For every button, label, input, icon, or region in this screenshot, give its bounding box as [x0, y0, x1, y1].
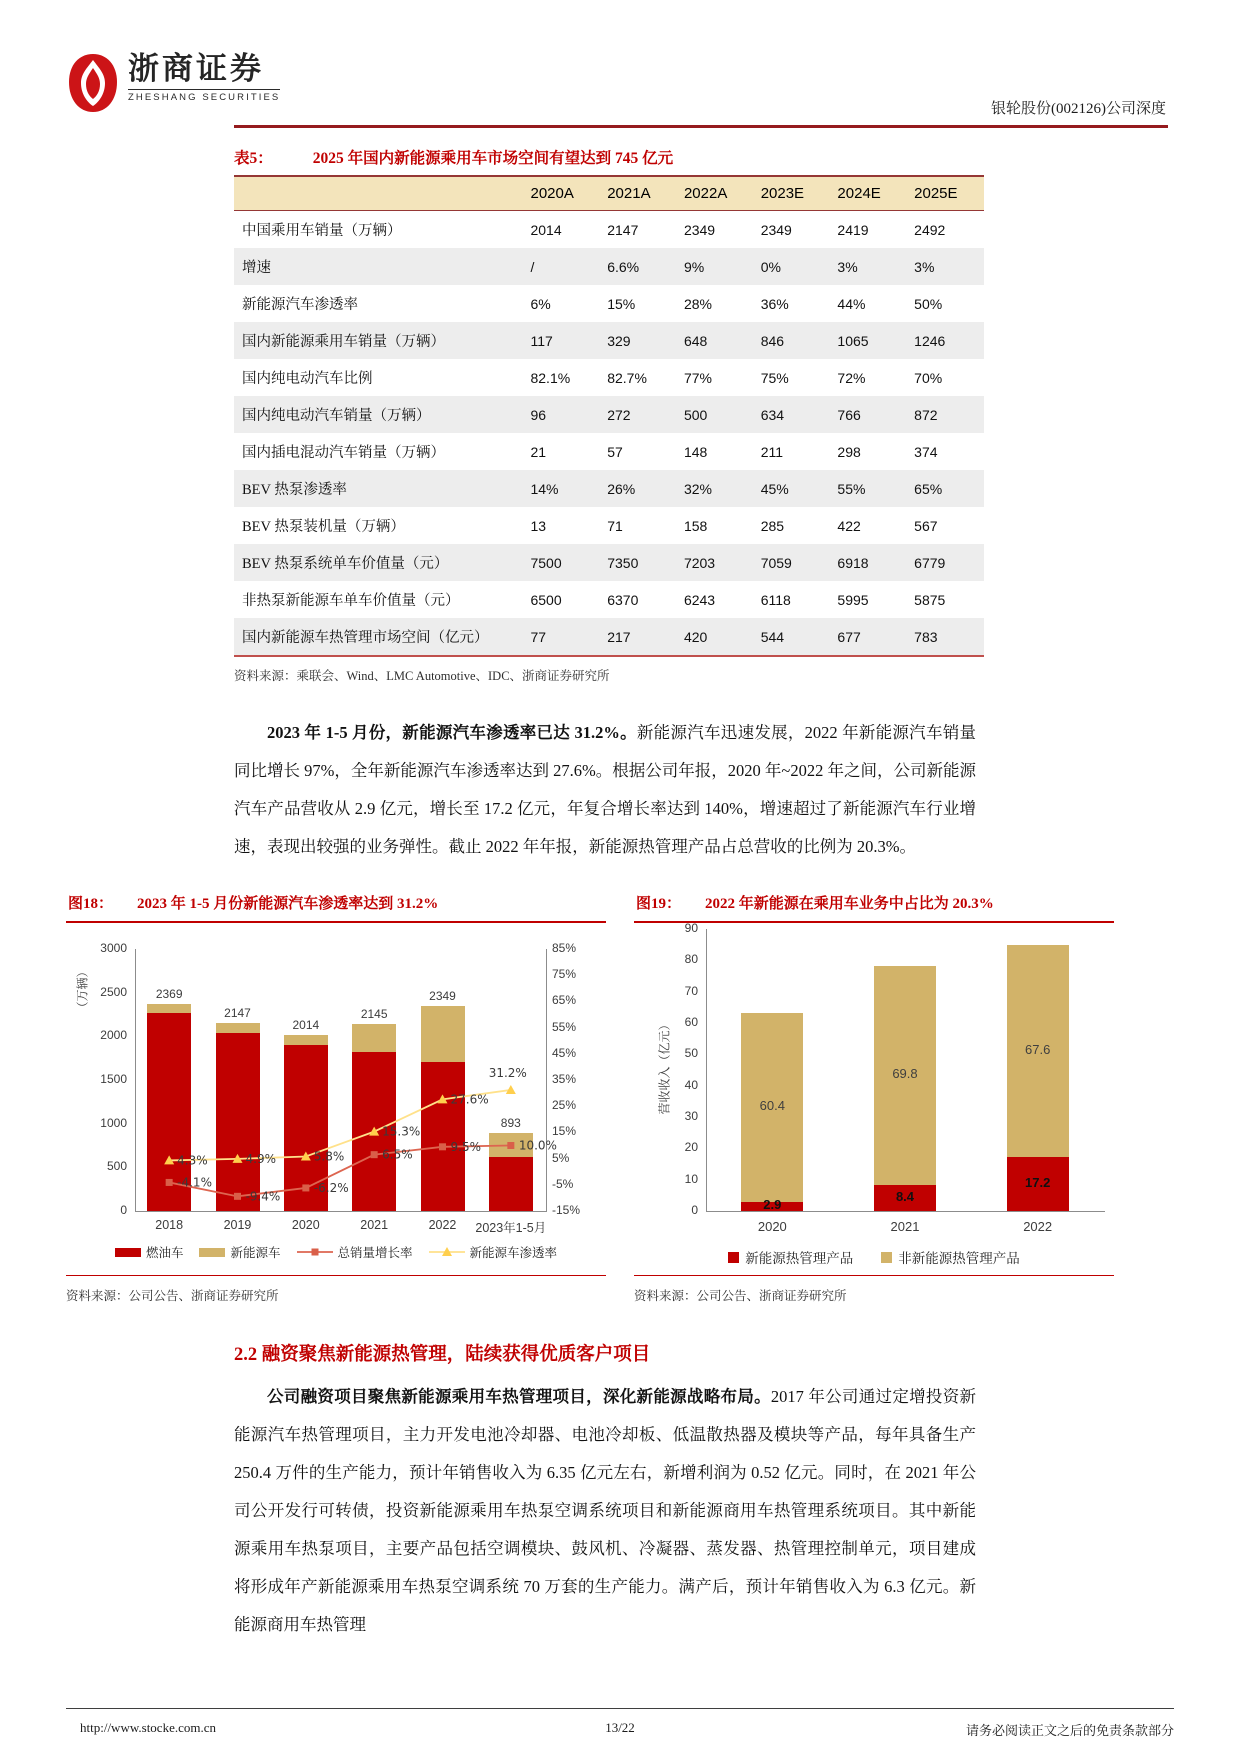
header-rule	[234, 125, 1168, 128]
footer-page-number: 13/22	[605, 1720, 635, 1735]
figure19	[634, 892, 1114, 1304]
figure18-title-prefix: 图18：	[68, 896, 114, 912]
row-value-cell: 846	[760, 332, 785, 349]
row-value-cell: 7350	[607, 554, 639, 571]
legend-item	[115, 1243, 184, 1261]
right-axis-tick: 75%	[552, 967, 577, 982]
line-point-label: 5.8%	[313, 1149, 345, 1164]
paragraph1-lead: 2023 年 1-5 月份，新能源汽车渗透率已达 31.2%。	[267, 723, 637, 742]
row-value-cell: 9%	[683, 258, 705, 275]
table-row	[234, 248, 984, 285]
right-axis-tick: 65%	[552, 993, 577, 1008]
left-axis-tick: 50	[684, 1046, 698, 1061]
row-value-cell: 82.1%	[530, 369, 571, 386]
x-axis-label: 2022	[1023, 1219, 1053, 1234]
row-label-cell: BEV 热泵渗透率	[242, 482, 347, 498]
row-value-cell: 298	[837, 443, 861, 460]
table5-title	[234, 146, 984, 168]
row-value-cell: 272	[607, 406, 631, 423]
right-axis-tick: 85%	[552, 941, 577, 955]
row-value-cell: 21	[530, 443, 547, 460]
legend-label: 新能源车	[230, 1246, 281, 1260]
x-axis-label: 2020	[757, 1219, 787, 1234]
square-marker-icon	[507, 1142, 514, 1149]
legend-bar-swatch	[115, 1248, 141, 1257]
row-value-cell: 70%	[914, 369, 943, 386]
left-axis-tick: 10	[684, 1171, 698, 1186]
x-axis-label: 2021	[360, 1218, 389, 1232]
line-point-label: 9.5%	[450, 1139, 481, 1154]
row-value-cell: 374	[914, 443, 938, 460]
table5-source: 资料来源：乘联会、Wind、LMC Automotive、IDC、浙商证券研究所	[234, 669, 610, 683]
table-head	[234, 176, 984, 211]
line-point-label: 27.6%	[450, 1092, 489, 1107]
legend-item	[199, 1243, 280, 1261]
legend-line-swatch	[429, 1247, 465, 1257]
table-row	[234, 211, 984, 249]
right-axis-tick: 35%	[552, 1072, 577, 1086]
figure18-source: 资料来源：公司公告、浙商证券研究所	[66, 1289, 279, 1303]
zheshang-logo	[66, 52, 280, 114]
right-axis-tick: 45%	[552, 1045, 577, 1060]
red-segment-label: 8.4	[895, 1188, 915, 1204]
legend-square-swatch	[881, 1252, 892, 1263]
row-label-cell: 增速	[242, 260, 271, 276]
legend-label: 新能源热管理产品	[745, 1251, 854, 1266]
left-axis-tick: 500	[106, 1159, 127, 1174]
legend-label: 总销量增长率	[337, 1246, 413, 1260]
row-value-cell: 6918	[837, 554, 869, 571]
row-value-cell: 217	[607, 628, 631, 645]
legend-label: 燃油车	[145, 1246, 184, 1260]
row-value-cell: 500	[683, 406, 708, 423]
line-point-label: 31.2%	[488, 1065, 527, 1080]
row-value-cell: /	[530, 258, 535, 275]
legend-item	[728, 1247, 853, 1267]
table5-title-text: 2025 年国内新能源乘用车市场空间有望达到 745 亿元	[312, 150, 674, 167]
legend-line-swatch	[297, 1247, 333, 1257]
table-body	[234, 211, 984, 657]
right-axis-tick: 15%	[552, 1124, 577, 1139]
line-point-label: 6.5%	[382, 1147, 413, 1162]
row-value-cell: 3%	[837, 258, 858, 275]
row-value-cell: 634	[760, 406, 785, 423]
row-value-cell: 422	[837, 517, 861, 534]
row-value-cell: 50%	[914, 295, 943, 312]
left-axis-tick: 2500	[100, 984, 127, 999]
row-value-cell: 329	[607, 332, 631, 349]
row-value-cell: 75%	[760, 369, 789, 386]
row-value-cell: 57	[607, 443, 623, 460]
table-header-cell: 2025E	[904, 176, 984, 211]
left-axis-tick: 3000	[100, 941, 127, 955]
row-value-cell: 0%	[760, 258, 781, 275]
row-value-cell: 158	[683, 517, 708, 534]
right-axis-tick: 5%	[552, 1150, 570, 1165]
figure19-title	[634, 892, 1114, 921]
row-value-cell: 6.6%	[607, 258, 640, 275]
triangle-marker-icon	[506, 1085, 516, 1094]
row-value-cell: 148	[683, 443, 708, 460]
row-value-cell: 3%	[914, 258, 935, 275]
bar-total-label: 2147	[224, 1006, 251, 1021]
figure18-title	[66, 892, 606, 921]
row-value-cell: 28%	[683, 295, 712, 312]
line-point-label: -6.2%	[313, 1180, 349, 1195]
row-value-cell: 7203	[683, 554, 716, 571]
revenue-mix-chart	[634, 923, 1114, 1275]
footer-disclaimer: 请务必阅读正文之后的免责条款部分	[965, 1723, 1174, 1738]
figure19-source: 资料来源：公司公告、浙商证券研究所	[634, 1289, 847, 1303]
table-row	[234, 322, 984, 359]
table-header-cell: 2022A	[674, 176, 751, 211]
row-value-cell: 55%	[837, 480, 866, 497]
logo-en-text: ZHESHANG SECURITIES	[128, 89, 280, 103]
paragraph2-rest: 2017 年公司通过定增投资新能源汽车热管理项目，主力开发电池冷却器、电池冷却板、低温散热器及模块等产品，每年具备生产 250.4 万件的生产能力，预计年销售收入为 6.35 亿元左右，新增利润为 0.52 亿元。同时，在 2021 年公司公开发行可转债，投资新能源乘用车热泵空调系统项目和新能源商用车热管理系统项目。其中新能源乘用车热泵项目，主要产品包括空调模块、鼓风机、冷凝器、蒸发器、热管理控制单元，项目建成将形成年产新能源乘用车热泵空调系统 70 万套的生产能力。满产后，预计年销售收入为 6.3 亿元。新能源商用车热管理	[234, 1387, 976, 1634]
row-label-cell: BEV 热泵装机量（万辆）	[242, 519, 405, 535]
figure19-title-prefix: 图19：	[636, 896, 682, 912]
row-label-cell: BEV 热泵系统单车价值量（元）	[242, 556, 449, 572]
line-point-label: 4.3%	[177, 1153, 208, 1168]
row-value-cell: 5875	[914, 591, 946, 608]
row-value-cell: 71	[607, 517, 623, 534]
row-value-cell: 6500	[530, 591, 562, 608]
bar-total-label: 2145	[360, 1006, 388, 1021]
x-axis-label: 2019	[223, 1218, 252, 1232]
line-point-label: 4.9%	[245, 1151, 276, 1166]
x-axis-label: 2023年1-5月	[475, 1221, 547, 1235]
y-axis-title: （万辆）	[75, 965, 90, 1014]
table-header-empty-cell	[234, 176, 520, 211]
row-value-cell: 45%	[760, 480, 789, 497]
table-row	[234, 285, 984, 322]
row-value-cell: 211	[760, 443, 784, 460]
table-header-cell: 2023E	[751, 176, 828, 211]
left-axis-tick: 70	[684, 983, 698, 998]
paragraph1-rest: 新能源汽车迅速发展，2022 年新能源汽车销量同比增长 97%，全年新能源汽车渗透率达到 27.6%。根据公司年报，2020 年~2022 年之间，公司新能源汽车产品营收从 2.9 亿元，增长至 17.2 亿元，年复合增长率达到 140%，增速超过了新能源汽车行业增速，表现出较强的业务弹性。截止 2022 年年报，新能源热管理产品占总营收的比例为 20.3%。	[234, 723, 977, 856]
row-value-cell: 77	[530, 628, 547, 645]
nev-penetration-chart	[66, 923, 606, 1275]
left-axis-tick: 20	[684, 1140, 698, 1155]
row-value-cell: 677	[837, 628, 861, 645]
page-footer	[66, 1708, 1174, 1738]
row-value-cell: 65%	[914, 480, 943, 497]
figure18-legend	[66, 1243, 606, 1261]
row-value-cell: 36%	[760, 295, 789, 312]
row-value-cell: 2419	[837, 221, 869, 238]
figure19-title-text: 2022 年新能源在乘用车业务中占比为 20.3%	[705, 896, 994, 912]
row-value-cell: 15%	[607, 295, 636, 312]
row-value-cell: 2147	[607, 221, 639, 238]
row-label-cell: 中国乘用车销量（万辆）	[242, 223, 402, 239]
left-axis-tick: 1000	[100, 1115, 127, 1130]
square-marker-icon	[302, 1184, 309, 1191]
legend-item	[429, 1243, 558, 1261]
table-header-cell: 2021A	[597, 176, 674, 211]
row-label-cell: 国内纯电动汽车比例	[242, 371, 373, 387]
row-value-cell: 2349	[760, 221, 792, 238]
row-value-cell: 7059	[760, 554, 792, 571]
right-axis-tick: -15%	[552, 1203, 581, 1217]
square-marker-icon	[371, 1151, 378, 1158]
row-value-cell: 44%	[837, 295, 866, 312]
left-axis-tick: 0	[691, 1203, 698, 1217]
left-axis-tick: 1500	[100, 1072, 127, 1086]
figure18-title-text: 2023 年 1-5 月份新能源汽车渗透率达到 31.2%	[137, 896, 439, 912]
row-value-cell: 6370	[607, 591, 639, 608]
row-value-cell: 1246	[914, 332, 946, 349]
table-row	[234, 507, 984, 544]
legend-bar-swatch	[199, 1248, 225, 1257]
right-axis-tick: -5%	[552, 1176, 574, 1191]
figures-row	[66, 892, 1240, 1304]
x-axis-label: 2022	[428, 1218, 457, 1232]
table-row	[234, 581, 984, 618]
tan-segment-label: 69.8	[892, 1066, 918, 1082]
legend-square-swatch	[728, 1252, 739, 1263]
row-value-cell: 872	[914, 406, 938, 423]
row-value-cell: 2349	[683, 221, 716, 238]
table5-block	[234, 146, 984, 684]
left-axis-tick: 90	[684, 921, 698, 935]
table5-title-prefix: 表5：	[234, 150, 273, 167]
row-value-cell: 2492	[914, 221, 946, 238]
row-value-cell: 6%	[530, 295, 551, 312]
table-row	[234, 618, 984, 656]
row-label-cell: 新能源汽车渗透率	[242, 297, 358, 313]
row-value-cell: 72%	[837, 369, 866, 386]
tan-segment-label: 67.6	[1025, 1042, 1051, 1058]
table-row	[234, 396, 984, 433]
square-marker-icon	[439, 1143, 446, 1150]
figure19-legend	[634, 1247, 1114, 1267]
table-row	[234, 359, 984, 396]
row-value-cell: 7500	[530, 554, 562, 571]
row-value-cell: 1065	[837, 332, 869, 349]
left-axis-tick: 2000	[100, 1028, 127, 1043]
row-value-cell: 96	[530, 406, 547, 423]
table-row	[234, 544, 984, 581]
row-value-cell: 783	[914, 628, 938, 645]
paragraph-financing	[234, 1378, 976, 1644]
legend-label: 非新能源热管理产品	[898, 1251, 1020, 1266]
row-value-cell: 544	[760, 628, 785, 645]
row-label-cell: 非热泵新能源车单车价值量（元）	[242, 593, 460, 609]
table-header-cell: 2024E	[827, 176, 904, 211]
legend-item	[881, 1247, 1020, 1267]
row-value-cell: 567	[914, 517, 938, 534]
square-marker-icon	[234, 1193, 241, 1200]
left-axis-tick: 30	[684, 1109, 698, 1123]
report-label: 银轮股份(002126)公司深度	[991, 101, 1166, 117]
bar-total-label: 2369	[155, 987, 183, 1002]
table-row	[234, 433, 984, 470]
legend-item	[297, 1243, 413, 1261]
row-value-cell: 6243	[683, 591, 716, 608]
page-header	[66, 51, 1168, 128]
left-axis-tick: 40	[684, 1077, 698, 1092]
y-axis-title: 营收收入（亿元）	[657, 1018, 672, 1115]
red-segment-label: 2.9	[763, 1197, 782, 1213]
figure18	[66, 892, 606, 1304]
line-point-label: -9.4%	[245, 1189, 281, 1204]
row-value-cell: 648	[683, 332, 708, 349]
bar-total-label: 893	[500, 1116, 521, 1130]
logo-cn-text: 浙商证券	[128, 51, 264, 86]
row-label-cell: 国内插电混动汽车销量（万辆）	[242, 445, 445, 461]
row-value-cell: 420	[683, 628, 708, 645]
section-2-2-heading: 2.2 融资聚焦新能源热管理，陆续获得优质客户项目	[234, 1345, 651, 1365]
x-axis-label: 2018	[155, 1218, 184, 1232]
right-axis-tick: 55%	[552, 1019, 577, 1034]
x-axis-label: 2021	[890, 1219, 920, 1234]
row-value-cell: 26%	[607, 480, 636, 497]
row-label-cell: 国内新能源车热管理市场空间（亿元）	[242, 630, 489, 646]
right-axis-tick: 25%	[552, 1098, 577, 1113]
tan-segment-label: 60.4	[759, 1098, 785, 1114]
left-axis-tick: 80	[684, 952, 698, 967]
row-value-cell: 32%	[683, 480, 712, 497]
paragraph-nev-penetration	[234, 714, 976, 866]
left-axis-tick: 0	[120, 1203, 127, 1217]
row-value-cell: 117	[530, 332, 553, 349]
row-value-cell: 82.7%	[607, 369, 647, 386]
line-point-label: -4.1%	[177, 1175, 212, 1190]
square-marker-icon	[166, 1179, 173, 1186]
row-value-cell: 13	[530, 517, 547, 534]
row-label-cell: 国内纯电动汽车销量（万辆）	[242, 408, 431, 424]
zheshang-logo-icon	[66, 52, 120, 114]
row-value-cell: 6779	[914, 554, 946, 571]
table-header-row	[234, 176, 984, 211]
row-value-cell: 766	[837, 406, 861, 423]
bar-total-label: 2014	[292, 1018, 320, 1033]
triangle-marker-icon	[369, 1127, 379, 1136]
row-value-cell: 5995	[837, 591, 869, 608]
left-axis-tick: 60	[684, 1015, 698, 1029]
row-value-cell: 14%	[530, 480, 559, 497]
table-row	[234, 470, 984, 507]
x-axis-label: 2020	[291, 1218, 320, 1232]
logo-text	[128, 52, 280, 103]
footer-url-link[interactable]: http://www.stocke.com.cn	[80, 1720, 216, 1735]
row-value-cell: 77%	[683, 369, 712, 386]
line-point-label: 15.3%	[382, 1124, 421, 1139]
row-label-cell: 国内新能源乘用车销量（万辆）	[242, 334, 445, 350]
row-value-cell: 6118	[760, 591, 791, 608]
market-forecast-table	[234, 175, 984, 657]
bar-total-label: 2349	[429, 988, 456, 1003]
paragraph2-lead: 公司融资项目聚焦新能源乘用车热管理项目，深化新能源战略布局。	[267, 1387, 771, 1406]
row-value-cell: 285	[760, 517, 785, 534]
legend-label: 新能源车渗透率	[469, 1246, 558, 1260]
table-header-cell: 2020A	[520, 176, 597, 211]
line-point-label: 10.0%	[518, 1138, 557, 1153]
line-series-overlay	[135, 949, 557, 1211]
row-value-cell: 2014	[530, 221, 562, 238]
red-segment-label: 17.2	[1025, 1175, 1051, 1191]
